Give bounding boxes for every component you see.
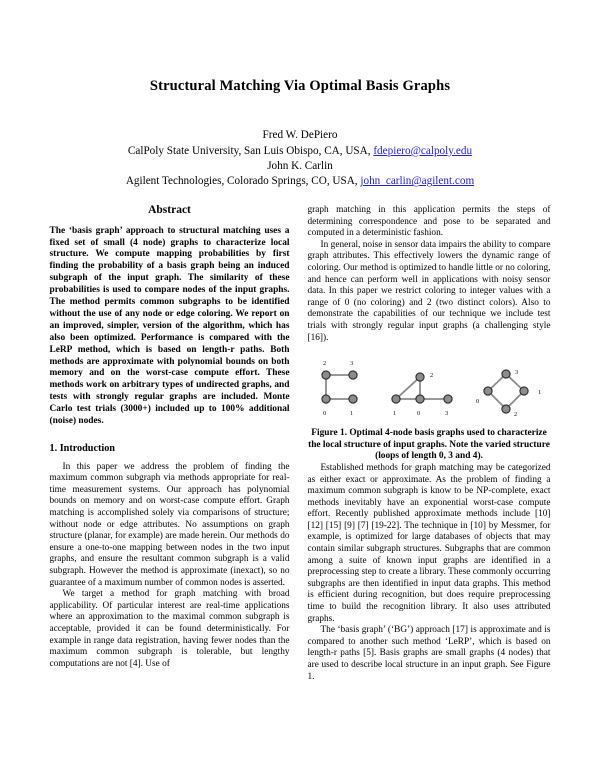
- graph-node: [348, 371, 356, 379]
- graph-node: [501, 405, 509, 413]
- author-name-2: John K. Carlin: [267, 159, 333, 172]
- basis-graph-path: [321, 360, 356, 417]
- graph-node-label: 0: [322, 410, 326, 418]
- right-paragraph-1: graph matching in this application permits the steps of determining correspondence and pose to be separated and computed in a deterministic fashion.: [307, 205, 551, 239]
- right-column: [308, 205, 551, 683]
- figure-1-graphics: [308, 357, 551, 419]
- two-column-body: [0, 205, 600, 683]
- figure-1-caption: Figure 1. Optimal 4-node basis graphs used to characterize the local structure of input graphs. Note the varied structure (loops of length 0, 3 and 4).: [308, 428, 550, 462]
- graph-node: [391, 395, 399, 403]
- graph-edge: [396, 377, 420, 399]
- affiliation-text-1: CalPoly State University, San Luis Obispo, CA, USA,: [127, 144, 374, 157]
- left-paragraph-2: We target a method for graph matching with broad applicability. Of particular interest are real-time applications where an approximation to the maximal common subgraph is acceptable, provided it can be found deterministically. For example in range data registration, having fewer nodes than the maximum common subgraph is tolerable, but lengthy computations are not [4]. Use of: [49, 589, 290, 669]
- graph-node-label: 0: [475, 398, 479, 406]
- basis-graph-triangle-tail: [391, 372, 451, 417]
- graph-node: [501, 370, 509, 378]
- graph-node: [415, 373, 423, 381]
- abstract-body: The ‘basis graph’ approach to structural matching uses a fixed set of small (4 node) graphs to characterize local structure. We compute mapping probabilities by first finding the probability of a basis graph being an induced subgraph of the input graph. The similarity of these probabilities is used to compare nodes of the input graphs. The method permits common subgraphs to be identified without the use of any node or edge coloring. We report on an improved, simpler, version of the algorithm, which has also been optimized. Performance is compared with the LeRP method, which is based on length-r paths. Both methods are approximate with polynomial bounds on both memory and on the worst-case compute effort. These methods work on arbitrary types of undirected graphs, and tests with strongly regular graphs are included. Monte Carlo test trials (3000+) included up to 100% additional (noise) nodes.: [49, 225, 290, 427]
- author-email-1[interactable]: fdepiero@calpoly.edu: [373, 144, 473, 157]
- left-column: [50, 205, 290, 683]
- graph-node-label: 0: [416, 410, 420, 418]
- section-heading-introduction: 1. Introduction: [49, 443, 115, 454]
- author-name-1: Fred W. DePiero: [262, 129, 338, 142]
- graph-node-label: 2: [513, 411, 517, 419]
- graph-node: [443, 395, 451, 403]
- right-paragraph-3: Established methods for graph matching may be categorized as either exact or approximate. As the problem of finding a maximum common subgraph is know to be NP-complete, exact methods inevitably have an exponential worst-case compute effort. Recently published approximate methods include [10] [12] [15] [9] [7] [19-22]. The technique in [10] by Messmer, for example, is optimized for large databases of objects that may contain similar subgraph structures. Subgraphs that are common among a suite of known input graphs are identified in a preprocessing step to create a library. These commonly occurring subgraphs are then identified in input data graphs. This method is efficient during recognition, but does require preprocessing time to build the recognition library. It also uses attributed graphs.: [307, 462, 551, 624]
- graph-node: [415, 395, 423, 403]
- graph-node-label: 1: [537, 389, 541, 397]
- author-block: [0, 128, 600, 189]
- left-paragraph-1: In this paper we address the problem of finding the maximum common subgraph via methods appropriate for real-time measurement systems. Our approach has polynomial bounds on memory and on worst-case compute effort. Graph matching is accomplished solely via comparisons of structure; without node or edge attributes. No assumptions on graph structure (planar, for example) are made herein. Our methods do ensure a one-to-one mapping between nodes in the two input graphs, and ensure the resultant common subgraph is a valid subgraph. However the method is approximate (inexact), so no guarantee of a maximum number of common nodes is asserted.: [49, 461, 290, 588]
- paper-header: [0, 0, 600, 190]
- graph-node-label: 2: [322, 360, 326, 368]
- abstract-heading: Abstract: [148, 204, 191, 216]
- author-email-2[interactable]: john_carlin@agilent.com: [360, 175, 475, 188]
- graph-node: [348, 395, 356, 403]
- graph-node: [321, 395, 329, 403]
- graph-node-label: 1: [392, 410, 396, 418]
- graph-node: [483, 387, 491, 395]
- affiliation-text-2: Agilent Technologies, Colorado Springs, CO, USA,: [125, 175, 361, 188]
- graph-node-label: 3: [514, 369, 518, 377]
- graph-node-label: 3: [349, 360, 353, 368]
- graph-node-label: 3: [444, 410, 448, 418]
- author-affiliation-2: [0, 174, 600, 189]
- graph-node-label: 2: [429, 372, 433, 380]
- right-paragraph-4: The ‘basis graph’ (‘BG’) approach [17] is approximate and is compared to another such method ‘LeRP’, which is based on length-r paths [5]. Basis graphs are small graphs (4 nodes) that are used to describe local structure in an input graph. See Figure 1.: [307, 625, 551, 682]
- graph-node-label: 1: [349, 410, 353, 418]
- graph-node: [519, 387, 527, 395]
- basis-graph-cycle: [476, 369, 541, 418]
- right-paragraph-2: In general, noise in sensor data impairs the ability to compare graph attributes. This effectively lowers the dynamic range of coloring. Our method is optimized to handle little or no coloring, and hence can perform well in applications with noisy sensor data. In this paper we restrict coloring to integer values with a range of 0 (no coloring) and 2 (two distinct colors). Also to demonstrate the capabilities of our technique we include test trials with strongly regular input graphs (a challenging style [16]).: [307, 239, 551, 343]
- graph-node: [321, 371, 329, 379]
- author-affiliation-1: [0, 144, 600, 159]
- figure-1: [308, 357, 551, 463]
- page-title: Structural Matching Via Optimal Basis Graphs: [149, 78, 451, 94]
